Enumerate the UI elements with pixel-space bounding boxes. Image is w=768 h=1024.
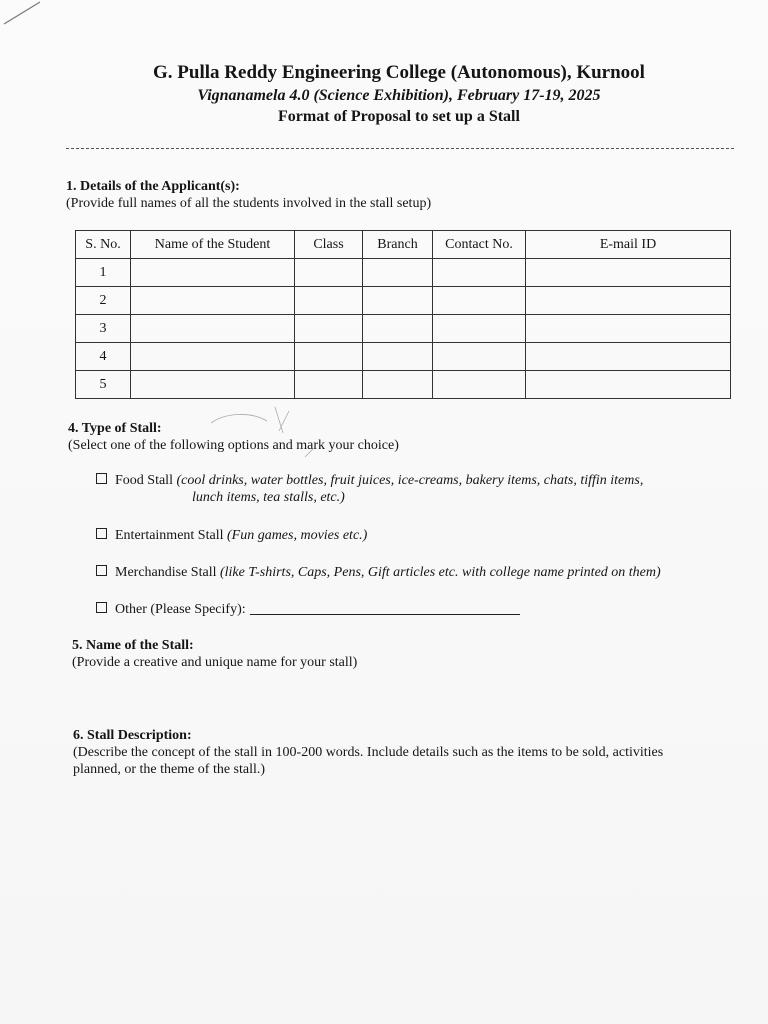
name-cell[interactable] [131, 259, 295, 287]
row-number: 5 [76, 371, 131, 399]
contact-cell[interactable] [433, 371, 526, 399]
option-detail-continued: lunch items, tea stalls, etc.) [192, 490, 345, 505]
option-label: Merchandise Stall [115, 565, 217, 580]
table-row [76, 371, 731, 399]
checkbox-entertainment-stall[interactable] [96, 528, 107, 539]
section6-note-continued: planned, or the theme of the stall.) [73, 762, 266, 777]
name-cell[interactable] [131, 343, 295, 371]
contact-cell[interactable] [433, 343, 526, 371]
option-entertainment-stall[interactable] [96, 527, 367, 544]
col-header-sno: S. No. [76, 231, 131, 259]
section5-heading: 5. Name of the Stall: [72, 638, 194, 653]
section-stall-name [72, 637, 357, 671]
col-header-class: Class [295, 231, 363, 259]
branch-cell[interactable] [363, 371, 433, 399]
section4-heading: 4. Type of Stall: [68, 421, 162, 436]
document-header [0, 62, 768, 126]
form-title: Format of Proposal to set up a Stall [278, 108, 520, 125]
row-number: 4 [76, 343, 131, 371]
class-cell[interactable] [295, 315, 363, 343]
email-cell[interactable] [526, 259, 731, 287]
row-number: 2 [76, 287, 131, 315]
name-cell[interactable] [131, 287, 295, 315]
email-cell[interactable] [526, 371, 731, 399]
checkbox-other-stall[interactable] [96, 602, 107, 613]
checkbox-food-stall[interactable] [96, 473, 107, 484]
option-food-stall[interactable] [96, 472, 643, 506]
other-specify-line[interactable] [250, 602, 520, 615]
section1-heading: 1. Details of the Applicant(s): [66, 179, 240, 194]
event-title: Vignanamela 4.0 (Science Exhibition), February 17-19, 2025 [197, 87, 601, 104]
row-number: 1 [76, 259, 131, 287]
class-cell[interactable] [295, 287, 363, 315]
option-label: Food Stall [115, 473, 173, 488]
section-stall-description [73, 727, 663, 778]
branch-cell[interactable] [363, 287, 433, 315]
section4-note: (Select one of the following options and mark your choice) [68, 438, 399, 453]
applicants-table [75, 230, 731, 399]
option-merchandise-stall[interactable] [96, 564, 661, 581]
section6-note: (Describe the concept of the stall in 100-200 words. Include details such as the items to be sold, activities [73, 745, 664, 760]
table-row [76, 315, 731, 343]
pen-scribble-mark [205, 405, 315, 465]
class-cell[interactable] [295, 371, 363, 399]
contact-cell[interactable] [433, 287, 526, 315]
branch-cell[interactable] [363, 259, 433, 287]
col-header-email: E-mail ID [526, 231, 731, 259]
email-cell[interactable] [526, 287, 731, 315]
option-detail: (cool drinks, water bottles, fruit juices, ice-creams, bakery items, chats, tiffin items, [176, 473, 644, 488]
row-number: 3 [76, 315, 131, 343]
col-header-name: Name of the Student [131, 231, 295, 259]
header-divider [66, 148, 734, 149]
section6-heading: 6. Stall Description: [73, 728, 192, 743]
option-detail: (like T-shirts, Caps, Pens, Gift articles etc. with college name printed on them) [219, 565, 661, 580]
table-row [76, 259, 731, 287]
option-label: Other (Please Specify): [115, 602, 246, 617]
class-cell[interactable] [295, 259, 363, 287]
contact-cell[interactable] [433, 315, 526, 343]
col-header-branch: Branch [363, 231, 433, 259]
branch-cell[interactable] [363, 315, 433, 343]
col-header-contact: Contact No. [433, 231, 526, 259]
email-cell[interactable] [526, 315, 731, 343]
table-row [76, 343, 731, 371]
option-other-stall[interactable] [96, 601, 520, 618]
checkbox-merchandise-stall[interactable] [96, 565, 107, 576]
section-applicant-details [66, 178, 431, 212]
class-cell[interactable] [295, 343, 363, 371]
contact-cell[interactable] [433, 259, 526, 287]
email-cell[interactable] [526, 343, 731, 371]
name-cell[interactable] [131, 371, 295, 399]
section1-note: (Provide full names of all the students involved in the stall setup) [66, 196, 432, 211]
branch-cell[interactable] [363, 343, 433, 371]
section5-note: (Provide a creative and unique name for your stall) [72, 655, 358, 670]
name-cell[interactable] [131, 315, 295, 343]
college-name: G. Pulla Reddy Engineering College (Autonomous), Kurnool [153, 62, 645, 83]
option-detail: (Fun games, movies etc.) [226, 528, 368, 543]
option-label: Entertainment Stall [115, 528, 224, 543]
pen-stroke-mark [0, 0, 60, 30]
table-row [76, 287, 731, 315]
table-header-row [76, 231, 731, 259]
